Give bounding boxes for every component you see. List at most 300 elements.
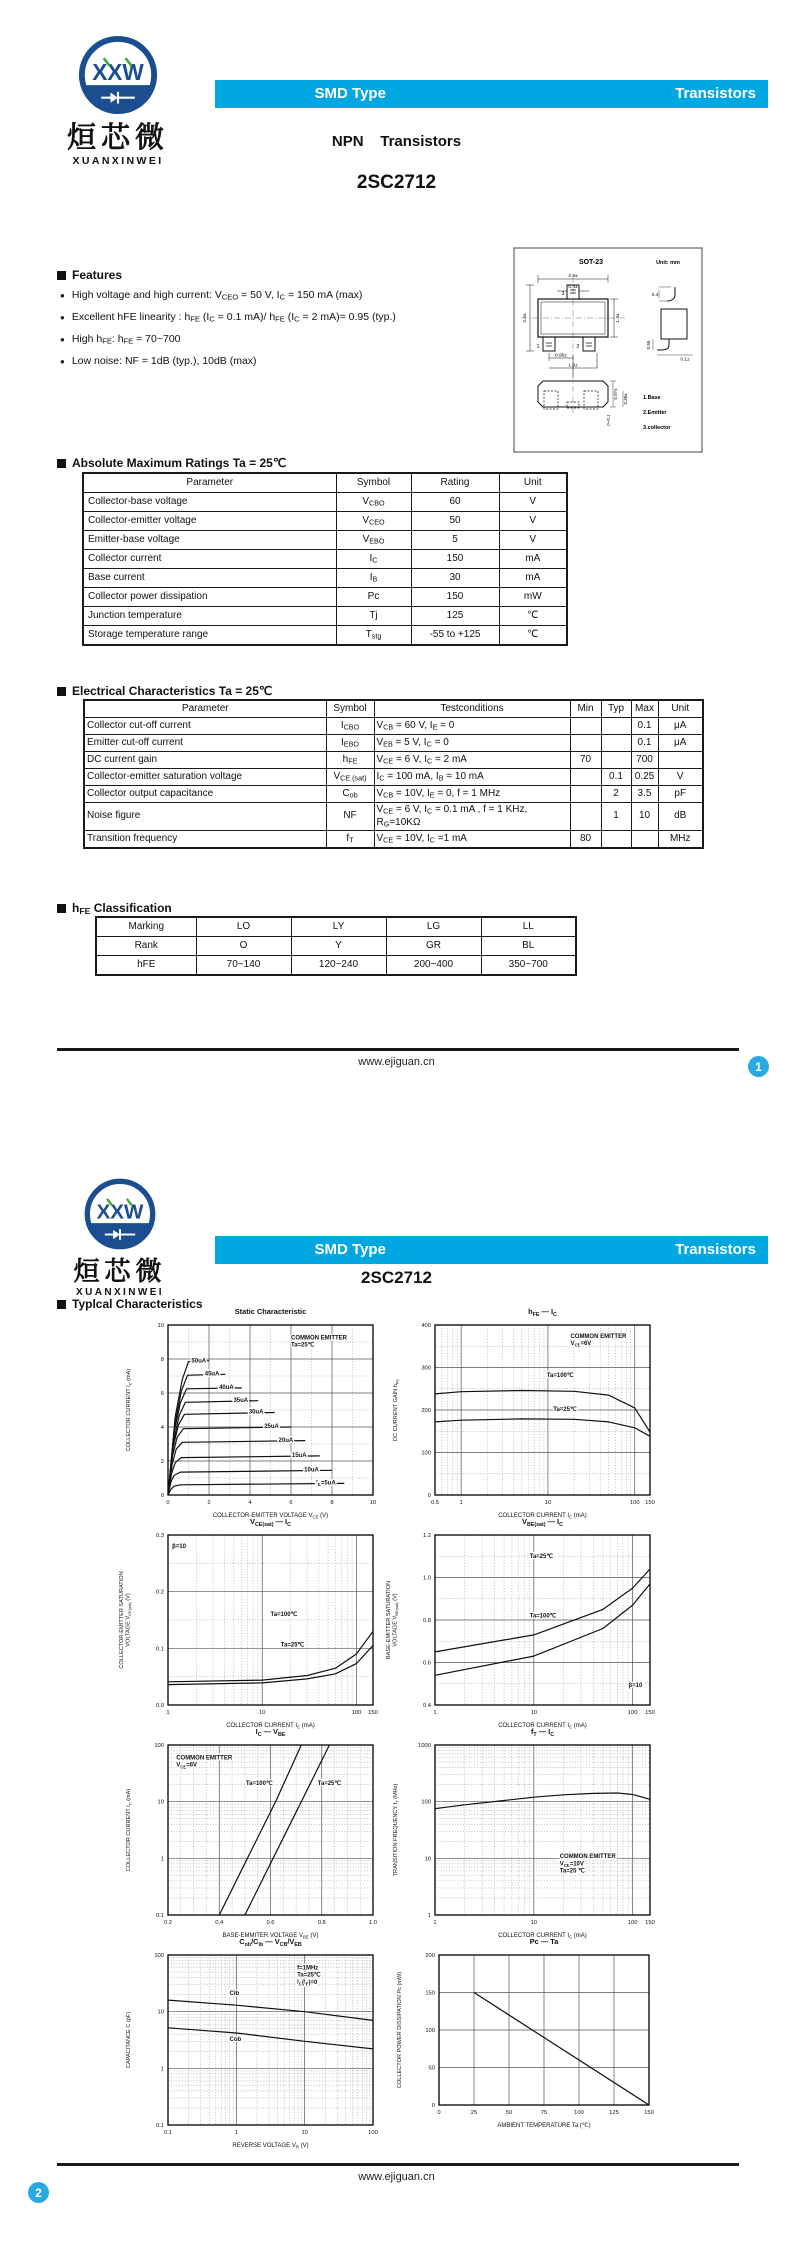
svg-text:COLLECTOR CURRENT IC (mA): COLLECTOR CURRENT $I_C$ (mA) [226,1723,315,1730]
table-cell: GR [386,937,481,956]
svg-text:BASE-EMMITER VOLTAGE VBE (: BASE-EMMITER VOLTAGE $V_{BE}$ (V) [222,1933,319,1940]
svg-text:50: 50 [505,2110,513,2116]
svg-text:COLLECTOR CURRENT IC (mA): COLLECTOR CURRENT $I_C$ (mA) [498,1933,587,1940]
table-cell: hFE [96,956,196,976]
data-table [83,699,704,849]
table-cell: Emitter-base voltage [83,531,336,550]
column-header: Max [631,700,658,718]
table-cell: LO [196,917,291,937]
svg-text:10: 10 [544,1500,552,1506]
svg-text:Cib: Cib [229,1991,240,1997]
page-number-badge: 2 [28,2182,49,2203]
table-cell: NF [326,803,374,831]
table-cell: V [499,493,567,512]
table-cell [658,752,703,769]
table-cell: Collector power dissipation [83,588,336,607]
svg-text:100: 100 [421,1450,431,1457]
table-cell: Collector cut-off current [84,718,326,735]
table-cell: V [499,531,567,550]
dim-body-height: 1.3± [616,313,621,323]
features-heading-label: Features [72,268,123,282]
svg-text:6: 6 [160,1391,164,1397]
table-cell [570,718,601,735]
feature-item [60,311,490,324]
table-cell: μA [658,735,703,752]
table-cell: Rank [96,937,196,956]
table-cell: 30 [411,569,499,588]
table-cell [570,769,601,786]
header-bar-right-label: Transistors [675,85,756,102]
header-bar [215,80,768,108]
svg-text:10uA: 10uA [304,1467,319,1474]
table-row [96,917,576,937]
table-cell: 1 [601,803,631,831]
package-drawing [513,247,703,453]
bullet-icon: ● [60,291,65,300]
svg-text:0: 0 [437,2110,441,2116]
table-cell: $I_{CBO}$ [326,718,374,735]
table-row [83,531,567,550]
table-cell: Y [291,937,386,956]
table-row [84,718,703,735]
table-cell: Base current [83,569,336,588]
package-unit: Unit: mm [656,260,680,266]
svg-text:100: 100 [368,2130,378,2136]
svg-text:300: 300 [421,1365,431,1372]
abs-max-heading-label: Absolute Maximum Ratings Ta = 25℃ [72,456,287,470]
bullet-icon: ● [60,313,65,323]
chart-ic-vbe [118,1721,389,1947]
svg-text:1.0: 1.0 [422,1575,431,1582]
svg-text:25uA: 25uA [264,1424,279,1431]
svg-text:10: 10 [369,1500,377,1506]
svg-text:COMMON EMITTERVCE=6V: COMMON EMITTER $V_{CE}=6V$ [176,1755,233,1770]
column-header: Rating [411,473,499,493]
svg-text:1.0: 1.0 [368,1920,378,1926]
section-marker [57,904,66,913]
brand-name-en: XUANXINWEI [76,1287,164,1299]
svg-text:Ta=25℃: Ta=25℃ [529,1554,554,1560]
pin3-label: 3 [561,291,565,297]
table-row [83,607,567,626]
svg-text:1: 1 [433,1710,437,1716]
legend-emitter: 2.Emitter [643,410,667,416]
table-cell: 10 [631,803,658,831]
table-cell: $V_{CEO}$ [336,512,411,531]
table-cell [631,831,658,849]
bullet-icon: ● [60,335,65,345]
svg-text:0.1: 0.1 [155,1913,164,1919]
table-cell: Collector-emitter voltage [83,512,336,531]
table-cell: $I_C$ [336,550,411,569]
table-cell: 200~400 [386,956,481,976]
svg-text:1000: 1000 [418,1743,431,1749]
data-table [95,916,577,976]
table-cell: 350~700 [481,956,576,976]
svg-text:0.4: 0.4 [422,1703,431,1709]
svg-text:1: 1 [166,1710,170,1716]
svg-text:0.0: 0.0 [155,1703,164,1709]
logo-text: XXW [92,59,144,86]
table-row [84,803,703,831]
header-bar [215,1236,768,1264]
svg-text:0.4: 0.4 [215,1920,224,1926]
table-cell: -55 to +125 [411,626,499,646]
svg-text:Ta=100℃: Ta=100℃ [270,1611,298,1618]
chart-vce-sat-ic [118,1511,389,1737]
svg-text:Static Characteristic: Static Characteristic [234,1307,307,1316]
svg-text:8: 8 [330,1500,334,1506]
chart-static-characteristic [118,1301,389,1527]
svg-text:400: 400 [421,1323,431,1329]
svg-text:50: 50 [428,2065,435,2072]
feature-item [60,355,490,367]
table-cell: Noise figure [84,803,326,831]
table-cell [570,735,601,752]
table-cell: $I_C = 100$ mA, $I_B = 10$ mA [374,769,570,786]
svg-text:Ta=100℃: Ta=100℃ [245,1781,273,1787]
svg-text:10: 10 [157,1323,164,1329]
table-cell [570,786,601,803]
table-cell: Pc [336,588,411,607]
section-marker [57,687,66,696]
svg-text:45uA: 45uA [204,1371,220,1378]
table-cell: $T_{stg}$ [336,626,411,646]
column-header: Symbol [336,473,411,493]
footer-rule [57,1048,739,1051]
table-cell: $I_B$ [336,569,411,588]
svg-text:35uA: 35uA [233,1397,249,1404]
feature-item [60,333,490,346]
column-header: Unit [499,473,567,493]
table-cell: mA [499,550,567,569]
svg-text:40uA: 40uA [219,1385,234,1392]
table-cell: $I_{EBO}$ [326,735,374,752]
table-cell [601,718,631,735]
chart-vbe-sat-ic [385,1511,666,1737]
table-row [83,512,567,531]
svg-text:REVERSE VOLTAGE VR (V): REVERSE VOLTAGE $V_R$ (V) [232,2143,309,2150]
table-cell [601,752,631,769]
svg-text:100: 100 [421,1799,431,1806]
svg-text:200: 200 [425,1953,435,1959]
table-cell: Junction temperature [83,607,336,626]
svg-text:100: 100 [154,1953,164,1959]
device-type-title: NPN Transistors [331,133,462,150]
column-header: Parameter [83,473,336,493]
dim-standoff: 0.55 [646,340,651,350]
svg-text:hFE — IC​: $h_{FE}$ — $I_C$ [528,1307,557,1319]
logo-text: XXW [96,1200,144,1224]
table-row [96,937,576,956]
svg-text:1: 1 [234,2130,238,2136]
brand-emblem-icon [82,1176,158,1252]
feature-text: High $h_{FE}$: $h_{FE}$ = 70~700 [71,333,181,346]
svg-text:AMBIENT TEMPERATURE Ta (℃): AMBIENT TEMPERATURE Ta (℃) [497,2123,591,2129]
svg-text:2: 2 [207,1500,211,1506]
table-cell: Emitter cut-off current [84,735,326,752]
table-cell: DC current gain [84,752,326,769]
table-cell: 5 [411,531,499,550]
svg-text:100: 100 [627,1920,638,1926]
svg-text:fT — IC​: $f_T$ — $I_C$ [530,1727,555,1739]
pin1-label: 1 [536,344,540,350]
svg-text:1: 1 [459,1500,463,1506]
svg-text:10: 10 [157,1799,164,1806]
table-row [83,588,567,607]
feature-item [60,289,490,302]
dim-foot: 0.1± [680,356,690,362]
table-cell: mA [499,569,567,588]
section-marker [57,459,66,468]
svg-text:1: 1 [160,1856,164,1863]
header-bar-left-label: SMD Type [314,85,386,102]
svg-text:1: 1 [160,2066,164,2073]
table-cell: $V_{EBO}$ [336,531,411,550]
svg-text:COLLECTOR POWER DISSIPATION: COLLECTOR POWER DISSIPATION Pc (mW) [397,1971,403,2089]
table-cell [601,735,631,752]
chart-hfe-ic [385,1301,666,1527]
svg-text:COLLECTOR CURRENT IC (mA): COLLECTOR CURRENT $I_C$ (mA) [126,1368,133,1452]
svg-text:TRANSITION FREQUENCY fT (M: TRANSITION FREQUENCY $f_T$ (MHz) [393,1783,400,1877]
svg-text:0.6: 0.6 [422,1660,431,1667]
table-cell: LG [386,917,481,937]
table-cell: 150 [411,550,499,569]
chart-cob-cib [118,1931,389,2157]
svg-text:15uA: 15uA [291,1453,307,1460]
svg-text:Ta=100℃: Ta=100℃ [529,1613,557,1620]
table-cell: $f_T$ [326,831,374,849]
svg-text:50uA: 50uA [191,1358,207,1365]
table-cell: ℃ [499,626,567,646]
svg-text:1: 1 [433,1920,437,1926]
svg-text:COLLECTOR CURRENT IC (mA): COLLECTOR CURRENT $I_C$ (mA) [498,1513,587,1520]
svg-text:4: 4 [248,1500,252,1506]
svg-text:6: 6 [289,1500,293,1506]
section-marker [57,271,66,280]
electrical-heading-label: Electrical Characteristics Ta = 25℃ [72,684,273,698]
table-cell: 150 [411,588,499,607]
svg-text:10: 10 [157,2009,164,2016]
table-cell [570,803,601,831]
dim-bottom2: 0.38± [623,393,628,405]
svg-text:100: 100 [154,1743,164,1749]
column-header: Testconditions [374,700,570,718]
table-cell: V [658,769,703,786]
table-cell: V [499,512,567,531]
svg-text:75: 75 [540,2110,548,2116]
column-header: Parameter [84,700,326,718]
svg-text:125: 125 [609,2110,619,2116]
svg-text:10: 10 [424,1856,431,1863]
svg-text:100: 100 [627,1710,638,1716]
svg-text:25: 25 [470,2110,478,2116]
page-number-badge: 1 [748,1056,769,1077]
svg-text:1.2: 1.2 [422,1533,431,1539]
abs-max-table [82,472,566,646]
chart-ft-ic [385,1721,666,1947]
table-row [84,769,703,786]
table-cell: 700 [631,752,658,769]
svg-text:150: 150 [645,1500,655,1506]
table-row [83,493,567,512]
dim-pin-pitch: 0.95± [555,353,567,359]
dim-body-width: 2.9± [568,274,578,279]
table-cell: dB [658,803,703,831]
column-header: Typ [601,700,631,718]
svg-text:150: 150 [644,2110,654,2116]
header-bar-left-label: SMD Type [314,1241,386,1258]
svg-text:IC — VBE​: $I_C$ — $V_{BE}$ [255,1727,286,1739]
svg-text:β=10: β=10 [172,1543,186,1550]
svg-text:COLLECTOR-EMITTER VOLTAGE VC: COLLECTOR-EMITTER VOLTAGE $V_{CE}$ (V) [212,1513,329,1520]
svg-text:VCE(sat) — IC​: $V_{CE(sat)}$ — $I_C$ [250,1517,291,1529]
svg-text:20uA: 20uA [278,1437,294,1444]
dim-lead: 0.4 [651,292,659,297]
chart-pc-ta [389,1931,665,2137]
table-cell: $C_{ob}$ [326,786,374,803]
svg-text:100: 100 [425,2028,435,2034]
table-cell: 60 [411,493,499,512]
data-table [82,472,568,646]
section-marker [57,1300,66,1309]
features-heading [57,268,122,282]
svg-text:Ta=25℃: Ta=25℃ [317,1781,342,1787]
table-cell: Transition frequency [84,831,326,849]
table-cell: 80 [570,831,601,849]
table-cell: Collector output capacitance [84,786,326,803]
column-header: Min [570,700,601,718]
svg-text:0.5: 0.5 [430,1500,440,1506]
table-cell: 125 [411,607,499,626]
svg-text:0: 0 [160,1493,164,1499]
dim-bottom3: 0~0.1 [606,414,611,426]
table-cell: pF [658,786,703,803]
svg-text:VBE(sat) — IC​: $V_{BE(sat)}$ — $I_C$ [522,1517,563,1529]
table-cell: 0.1 [631,718,658,735]
feature-text: Low noise: NF = 1dB (typ.), 10dB (max) [71,355,257,368]
svg-text:0: 0 [427,1493,431,1499]
table-cell: $V_{CB} = 60$ V, $I_E = 0$ [374,718,570,735]
table-cell: $V_{CE} = 10V$, $I_C =1$ mA [374,831,570,849]
svg-text:0.6: 0.6 [266,1920,275,1926]
table-cell: ℃ [499,607,567,626]
table-cell: $V_{CBO}$ [336,493,411,512]
table-cell: Collector-base voltage [83,493,336,512]
svg-text:COLLECTOR CURRENT IC (mA): COLLECTOR CURRENT $I_C$ (mA) [498,1723,587,1730]
electrical-heading [57,684,272,698]
svg-text:0.2: 0.2 [155,1589,164,1596]
feature-text: High voltage and high current: $V_{CEO} = 50$ V, $I_C = 150$ mA (max) [71,289,363,302]
svg-text:COMMON EMITTERTa=25℃: COMMON EMITTER Ta=25℃ [291,1335,347,1349]
svg-text:IB=5uA: $I_B=5uA$ [316,1480,336,1487]
svg-text:Cob/Cib — VCB/VEB​: $C_{ob}/C_{ib}$ — $V_{CB}/V_{EB}$ [239,1937,302,1949]
svg-text:COLLECTOR CURRENT IC (mA): COLLECTOR CURRENT $I_C$ (mA) [126,1788,133,1872]
bullet-icon: ● [60,357,65,367]
table-cell: 0.25 [631,769,658,786]
electrical-table [83,699,702,849]
table-row [83,569,567,588]
table-cell: Tj [336,607,411,626]
table-cell: Collector-emitter saturation voltage [84,769,326,786]
table-cell: μA [658,718,703,735]
svg-text:150: 150 [368,1710,378,1716]
dim-pin-width: 0.4± [568,285,578,290]
table-cell: 0.1 [631,735,658,752]
svg-text:1: 1 [427,1913,431,1919]
svg-text:Ta=25℃: Ta=25℃ [553,1406,577,1413]
table-cell [601,831,631,849]
brand-name-en: XUANXINWEI [72,155,164,168]
svg-text:BASE-EMITTER SATURATIONVOLTAGE: BASE-EMITTER SATURATIONVOLTAGE $V_{BE(sat)}$ (V) [385,1580,399,1660]
svg-text:150: 150 [645,1920,655,1926]
abs-max-heading [57,456,286,470]
svg-text:0.2: 0.2 [163,1920,173,1926]
svg-text:100: 100 [574,2110,584,2116]
pin2-label: 2 [576,344,580,350]
svg-text:Ta=25℃: Ta=25℃ [280,1642,305,1649]
hfe-class-heading [57,901,172,916]
table-row [84,752,703,769]
svg-text:Ta=100℃: Ta=100℃ [546,1372,574,1379]
svg-text:0.8: 0.8 [422,1618,431,1624]
table-cell: $V_{EB} = 5$ V, $I_C = 0$ [374,735,570,752]
table-cell: 120~240 [291,956,386,976]
svg-text:0.1: 0.1 [163,2130,173,2136]
footer-rule [57,2163,739,2166]
svg-text:100: 100 [629,1500,640,1506]
table-cell: $V_{CE} = 6$ V, $I_C = 2$ mA [374,752,570,769]
dim-pin-span: 1.9± [568,363,578,369]
table-cell: $h_{FE}$ [326,752,374,769]
table-cell: Marking [96,917,196,937]
feature-text: Excellent hFE linearity : $h_{FE}$ ($I_C = 0.1$ mA)/ $h_{FE}$ ($I_C = 2$ mA)= 0.95 (typ.) [71,311,396,324]
footer-url: www.ejiguan.cn [358,1056,435,1068]
table-cell: 70~140 [196,956,291,976]
svg-text:2: 2 [160,1459,164,1465]
part-number-title: 2SC2712 [356,172,437,193]
table-row [84,831,703,849]
svg-text:COLLECTOR-EMITTER SATURATIONVO: COLLECTOR-EMITTER SATURATIONVOLTAGE $V_{CE(sat)}$ (V) [118,1571,132,1669]
brand-name-cn: 烜芯微 [66,122,169,154]
table-cell: Storage temperature range [83,626,336,646]
svg-text:30uA: 30uA [248,1409,264,1416]
header-bar-right-label: Transistors [675,1241,756,1258]
footer-url: www.ejiguan.cn [358,2171,435,2183]
dim-overall-height: 2.4± [523,313,528,323]
svg-text:β=10: β=10 [628,1683,643,1690]
hfe-class-table [95,916,575,976]
features-list [60,289,490,377]
column-header: Symbol [326,700,374,718]
svg-text:0.1: 0.1 [155,1646,164,1653]
svg-text:COMMON EMITTERVCE=10VTa=25 ℃: COMMON EMITTER $V_{CE}=10V$ Ta=25 ℃ [559,1854,616,1875]
legend-collector: 3.collector [643,425,671,431]
table-row [84,786,703,803]
dim-bottom1: 0.97± [613,388,618,400]
svg-text:0.3: 0.3 [155,1533,164,1539]
typical-characteristics-label: Typlcal Characteristics [72,1297,203,1311]
table-cell: 0.1 [601,769,631,786]
svg-text:0.1: 0.1 [155,2123,164,2129]
table-cell: mW [499,588,567,607]
table-cell: $V_{CE} = 6$ V, $I_C = 0.1$ mA , f = 1 KHz, $R_G=10K\Omega$ [374,803,570,831]
svg-text:150: 150 [645,1710,655,1716]
svg-text:10: 10 [530,1920,538,1926]
table-cell: 3.5 [631,786,658,803]
svg-text:DC CURRENT GAIN hFE​: DC CURRENT GAIN $h_{FE}$ [393,1379,400,1441]
svg-text:0: 0 [431,2103,435,2109]
